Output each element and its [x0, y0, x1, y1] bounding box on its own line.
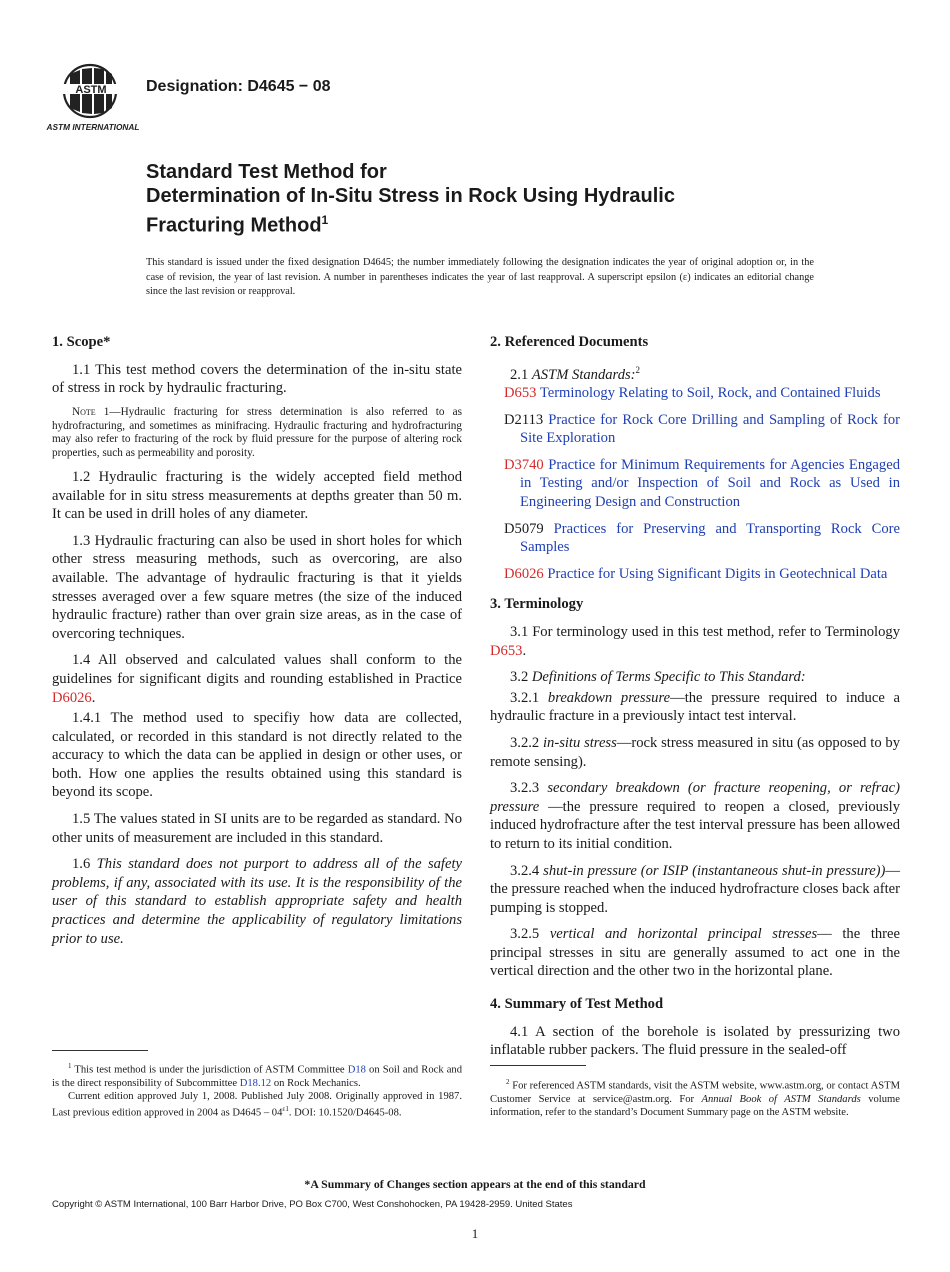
paragraph-3-2-2: 3.2.2 in-situ stress—rock stress measured in situ (as opposed to by remote sensing).: [490, 734, 900, 770]
document-title: [146, 160, 866, 238]
reference-title-link[interactable]: Practices for Preserving and Transporting Rock Core Samples: [520, 520, 900, 556]
paragraph-3-2-4: 3.2.4 shut-in pressure (or ISIP (instantaneous shut-in pressure))—the pressure reached when the induced hydrofracture closes back after pumping is stopped.: [490, 862, 900, 916]
left-column: [52, 333, 462, 956]
reference-code: D2113: [504, 411, 544, 428]
designation: Designation: D4645 − 08: [146, 78, 331, 95]
link-d6026[interactable]: D6026: [52, 689, 92, 706]
paragraph-1-6: 1.6 This standard does not purport to address all of the safety problems, if any, associated with its use. It is the responsibility of the user of this standard to establish appropriate safety and health practices and determine the applicability of regulatory limitations prior to use.: [52, 856, 462, 947]
title-line-1: Standard Test Method for: [146, 161, 387, 183]
reference-code[interactable]: D3740: [504, 456, 544, 473]
paragraph-1-3: 1.3 Hydraulic fracturing can also be used in short holes for which other stress measuring methods, such as overcoring, are also available. The advantage of hydraulic fracturing is that it yields stresses averaged over a few square metres (the size of the induced hydraulic fracture) rather than over grain size areas, as in the case of overcoring techniques.: [52, 532, 462, 642]
footnote-2: $^2$ For referenced ASTM standards, visit the ASTM website, www.astm.org, or contact ASTM Customer Service at service@astm.org. For Annual Book of ASTM Standards volume information, refer to the standard’s Document Summary page on the ASTM website.: [490, 1078, 901, 1119]
section-heading-referenced-documents: 2. Referenced Documents: [490, 334, 649, 350]
reference-code[interactable]: D6026: [504, 565, 544, 582]
page-number: 1: [471, 1226, 479, 1241]
section-heading-summary: 4. Summary of Test Method: [490, 996, 664, 1013]
paragraph-1-5: 1.5 The values stated in SI units are to be regarded as standard. No other units of measurement are included in this standard.: [52, 811, 462, 846]
reference-item: [490, 384, 900, 403]
reference-item: [490, 520, 900, 557]
paragraph-3-2: 3.2 Definitions of Terms Specific to This Standard:: [510, 669, 806, 686]
paragraph-4-1: 4.1 A section of the borehole is isolated by pressurizing two inflatable rubber packers. The fluid pressure in the sealed-off: [490, 1023, 900, 1059]
section-heading-terminology: 3. Terminology: [490, 596, 584, 613]
paragraph-1-2: 1.2 Hydraulic fracturing is the widely accepted field method available for in situ stress measurements at depths greater than 50 m. It can be used in drill holes of any diameter.: [52, 468, 462, 523]
paragraph-3-2-3: 3.2.3 secondary breakdown (or fracture reopening, or refrac) pressure —the pressure required to reopen a closed, previously induced hydrofracture after the test interval pressure has been allowed to return to its initial condition.: [490, 780, 900, 852]
reference-code[interactable]: D653: [504, 385, 537, 402]
svg-text:ASTM INTERNATIONAL: ASTM INTERNATIONAL: [46, 122, 140, 132]
reference-item: [490, 411, 900, 448]
footnote-1-b: Current edition approved July 1, 2008. Published July 2008. Originally approved in 1987. Last previous edition approved in 2004 as $D4645 - 04^{\varepsilon 1}$. DOI: 10.1520/D4645-08.: [52, 1091, 462, 1119]
note-1: Note 1—Hydraulic fracturing for stress determination is also referred to as hydrofracturing, and sometimes as minifracing. Hydraulic fracturing and hydrofracturing may also refer to fracturing of the rock by fluid pressure for the purpose of altering rock properties, such as permeability and porosity.: [52, 405, 462, 460]
paragraph-3-1: 3.1 For terminology used in this test method, refer to Terminology D653.: [490, 623, 900, 659]
paragraph-3-2-5: 3.2.5 vertical and horizontal principal stresses— the three principal stresses in situ are generally assumed to act one in the vertical direction and the other two in the horizontal plane.: [490, 926, 900, 980]
link-d18[interactable]: D18: [347, 1064, 366, 1076]
title-line-2: Determination of In-Situ Stress in Rock Using Hydraulic: [146, 185, 675, 207]
footnote-rule-right: [490, 1065, 586, 1066]
link-d653-terminology[interactable]: D653: [490, 642, 523, 659]
reference-title-link[interactable]: Terminology Relating to Soil, Rock, and Contained Fluids: [539, 385, 881, 402]
reference-item: [490, 565, 900, 584]
summary-of-changes-note: *A Summary of Changes section appears at the end of this standard: [304, 1177, 646, 1191]
footnote-1-a: $^1$ This test method is under the jurisdiction of ASTM Committee D18 on Soil and Rock and is the direct responsibility of Subcommittee D18.12 on Rock Mechanics.: [52, 1062, 462, 1089]
svg-text:ASTM: ASTM: [75, 84, 107, 96]
section-heading-scope: 1. Scope*: [52, 334, 111, 350]
intro-paragraph: This standard is issued under the fixed designation D4645; the number immediately following the designation indicates the year of original adoption or, in the case of revision, the year of last revision. A number in parentheses indicates the year of last reapproval. A superscript epsilon (ε) indicates an editorial change since the last revision or reapproval.: [146, 257, 814, 297]
right-column: [490, 333, 900, 1068]
reference-code: D5079: [504, 520, 544, 537]
copyright-line: Copyright © ASTM International, 100 Barr Harbor Drive, PO Box C700, West Conshohocken, PA 19428-2959. United States: [52, 1199, 573, 1210]
title-line-3: Fracturing Method$^1$: [146, 213, 329, 237]
astm-logo: [46, 60, 140, 132]
footnote-1: [52, 1060, 462, 1120]
reference-title-link[interactable]: Practice for Rock Core Drilling and Sampling of Rock for Site Exploration: [520, 411, 900, 447]
link-d18-12[interactable]: D18.12: [239, 1077, 272, 1089]
reference-title-link[interactable]: Practice for Minimum Requirements for Agencies Engaged in Testing and/or Inspection of Soil and Rock as Used in Engineering Design and Construction: [520, 456, 900, 511]
paragraph-2-1: 2.1 ASTM Standards:$^2$: [510, 364, 641, 383]
reference-item: [490, 456, 900, 512]
paragraph-1-4: 1.4 All observed and calculated values shall conform to the guidelines for significant digits and rounding established in Practice D6026.: [52, 652, 462, 706]
reference-list: [490, 384, 900, 583]
paragraph-1-4-1: 1.4.1 The method used to specifiy how data are collected, calculated, or recorded in this standard is not directly related to the accuracy to which the data can be applied in design or other uses, or both. How one applies the results obtained using this standard is beyond its scope.: [52, 710, 462, 801]
astm-logo-mark: [46, 60, 140, 132]
paragraph-1-1: 1.1 This test method covers the determination of the in-situ state of stress in rock by hydraulic fracturing.: [52, 361, 462, 397]
title-footnote-mark: 1: [321, 213, 329, 227]
reference-title-link[interactable]: Practice for Using Significant Digits in Geotechnical Data: [547, 565, 888, 582]
paragraph-3-2-1: 3.2.1 breakdown pressure—the pressure required to induce a hydraulic fracture in a previously intact test interval.: [490, 689, 900, 725]
footnote-rule-left: [52, 1050, 148, 1051]
